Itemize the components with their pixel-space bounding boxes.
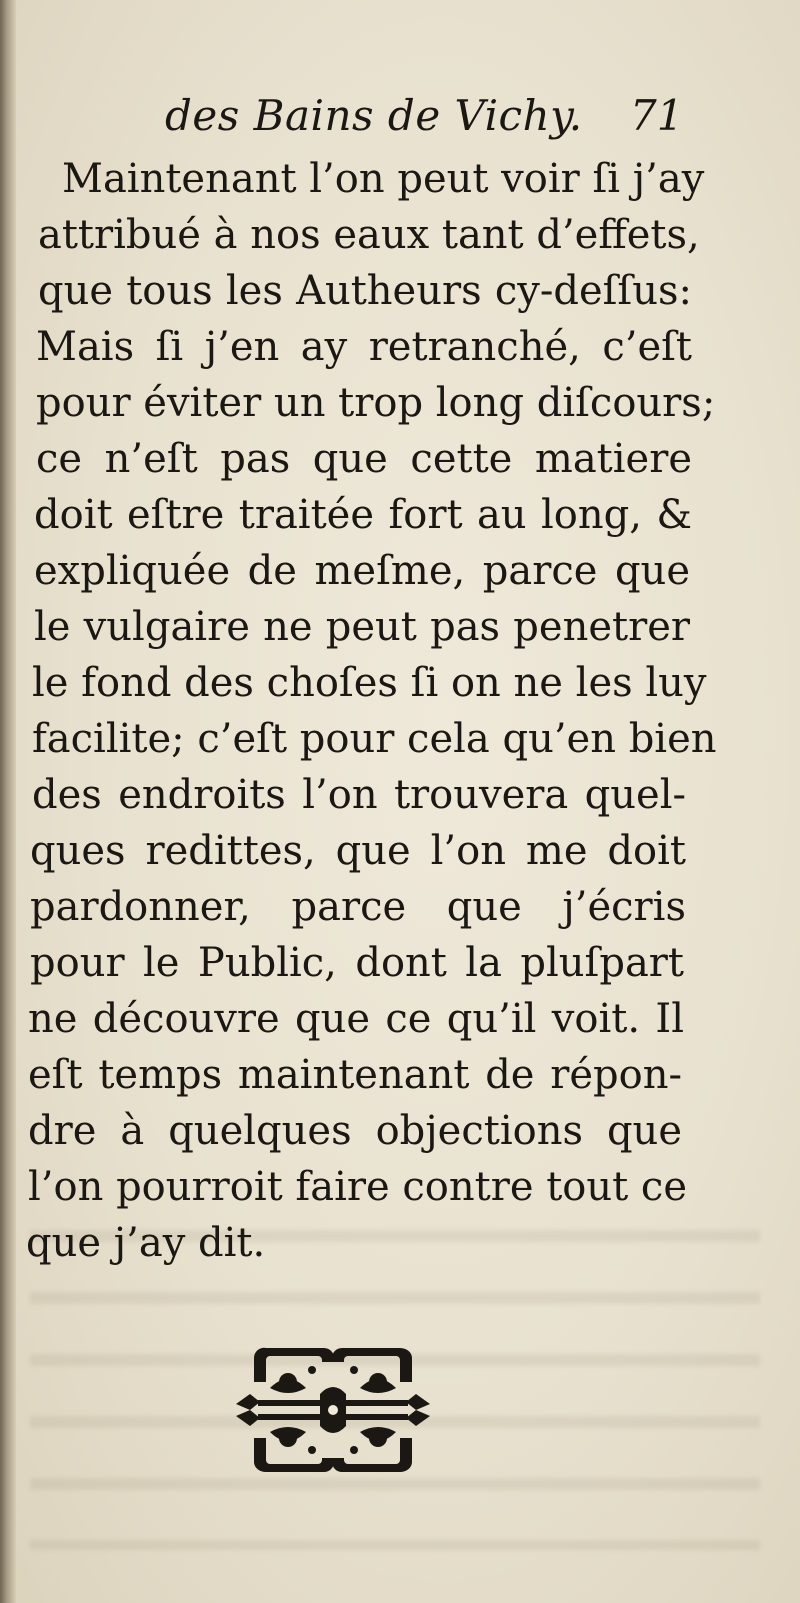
page-header	[0, 88, 800, 144]
text-line: pour le Public, dont la pluſpart	[30, 940, 684, 986]
running-head: des Bains de Vichy.	[165, 91, 583, 140]
text-line: ce n’eſt pas que cette matiere	[36, 436, 692, 482]
text-line: pour éviter un trop long diſcours;	[36, 380, 716, 426]
text-line: attribué à nos eaux tant d’effets,	[38, 212, 700, 258]
text-line: Mais ſi j’en ay retranché, c’eſt	[36, 324, 692, 370]
text-line: eſt temps maintenant de répon-	[28, 1052, 682, 1098]
text-line: expliquée de meſme, parce que	[34, 548, 690, 594]
text-line: le fond des choſes ſi on ne les luy	[32, 660, 707, 706]
text-line: ne découvre que ce qu’il voit. Il	[28, 996, 684, 1042]
text-line: l’on pourroit faire contre tout ce	[28, 1164, 687, 1210]
text-line: que j’ay dit.	[26, 1220, 266, 1266]
text-line: que tous les Autheurs cy-deſſus:	[38, 268, 692, 314]
text-line: dre à quelques objections que	[28, 1108, 682, 1154]
page-number: 71	[630, 91, 684, 140]
text-line: Maintenant l’on peut voir ſi j’ay	[62, 156, 705, 202]
printers-ornament-icon	[228, 1340, 438, 1480]
text-line: facilite; c’eſt pour cela qu’en bien	[32, 716, 717, 762]
text-line: des endroits l’on trouvera quel-	[32, 772, 686, 818]
text-line: pardonner, parce que j’écris	[30, 884, 686, 930]
text-line: ques redittes, que l’on me doit	[30, 828, 686, 874]
page-gutter	[0, 0, 16, 1603]
text-line: le vulgaire ne peut pas penetrer	[34, 604, 690, 650]
text-line: doit eſtre traitée fort au long, &	[34, 492, 692, 538]
